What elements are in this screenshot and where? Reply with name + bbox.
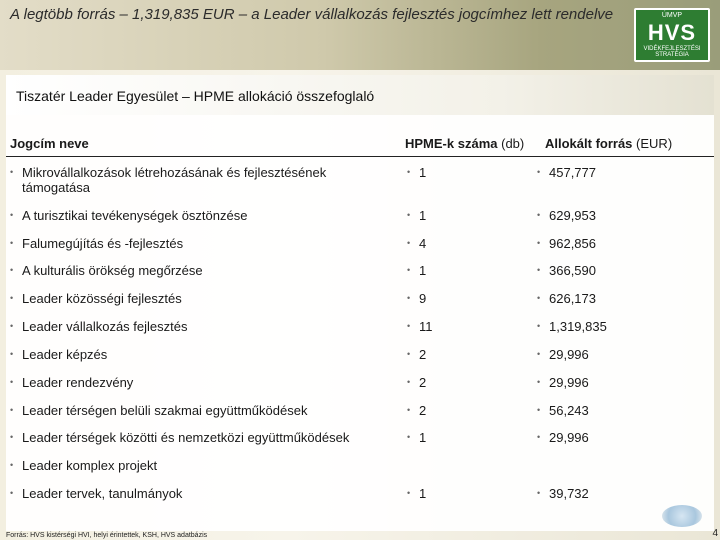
amount-cell: [537, 236, 596, 251]
bullet-icon: •: [10, 265, 14, 275]
name-text: A kulturális örökség megőrzése: [22, 263, 203, 278]
amount-cell: [537, 165, 596, 180]
bullet-icon: •: [407, 238, 411, 248]
column-header-name: [10, 136, 89, 151]
amount-text: 457,777: [549, 165, 596, 180]
bullet-icon: •: [407, 405, 411, 415]
bullet-icon: •: [10, 321, 14, 331]
bullet-icon: •: [10, 349, 14, 359]
bullet-icon: •: [537, 432, 541, 442]
content-panel: [6, 75, 714, 531]
slide-title: A legtöbb forrás – 1,319,835 EUR – a Leader vállalkozás fejlesztés jogcímhez lett rendelve: [10, 6, 614, 23]
bullet-icon: •: [537, 265, 541, 275]
amount-text: 366,590: [549, 263, 596, 278]
name-cell: [10, 236, 382, 251]
name-cell: [10, 208, 382, 223]
name-cell: [10, 486, 382, 501]
name-text: Leader térségen belüli szakmai együttműködések: [22, 403, 308, 418]
hvs-logo: [634, 8, 710, 62]
amount-cell: [537, 319, 607, 334]
name-text: Leader képzés: [22, 347, 108, 362]
count-cell: [407, 486, 426, 501]
bullet-icon: •: [10, 167, 14, 177]
count-text: 1: [419, 208, 427, 223]
count-text: 9: [419, 291, 427, 306]
amount-cell: [537, 347, 589, 362]
amount-cell: [537, 208, 596, 223]
header-divider: [6, 156, 714, 157]
amount-cell: [537, 486, 589, 501]
bullet-icon: •: [407, 349, 411, 359]
amount-text: 626,173: [549, 291, 596, 306]
column-header-count-label: HPME-k száma: [405, 136, 498, 151]
bullet-icon: •: [537, 377, 541, 387]
count-text: 1: [419, 165, 427, 180]
bullet-icon: •: [407, 293, 411, 303]
bullet-icon: •: [10, 488, 14, 498]
bullet-icon: •: [10, 405, 14, 415]
bullet-icon: •: [407, 210, 411, 220]
count-text: 2: [419, 403, 427, 418]
bullet-icon: •: [537, 321, 541, 331]
count-text: 11: [419, 319, 433, 334]
name-cell: [10, 430, 382, 445]
bullet-icon: •: [407, 265, 411, 275]
amount-text: 962,856: [549, 236, 596, 251]
name-cell: [10, 347, 382, 362]
amount-text: 29,996: [549, 375, 589, 390]
count-cell: [407, 403, 426, 418]
count-cell: [407, 165, 426, 180]
amount-text: 39,732: [549, 486, 589, 501]
column-header-alloc-label: Allokált forrás: [545, 136, 633, 151]
bullet-icon: •: [407, 377, 411, 387]
name-cell: [10, 263, 382, 278]
amount-cell: [537, 403, 589, 418]
count-cell: [407, 430, 426, 445]
leader-logo-icon: [662, 505, 702, 527]
count-text: 1: [419, 263, 427, 278]
amount-cell: [537, 291, 596, 306]
bullet-icon: •: [537, 210, 541, 220]
bullet-icon: •: [537, 488, 541, 498]
bullet-icon: •: [537, 349, 541, 359]
bullet-icon: •: [407, 167, 411, 177]
count-cell: [407, 319, 433, 334]
count-text: 4: [419, 236, 427, 251]
bullet-icon: •: [537, 405, 541, 415]
amount-cell: [537, 263, 596, 278]
bullet-icon: •: [407, 488, 411, 498]
bullet-icon: •: [10, 432, 14, 442]
name-cell: [10, 403, 382, 418]
column-header-alloc-unit: (EUR): [636, 136, 673, 151]
bullet-icon: •: [537, 167, 541, 177]
column-header-name-label: Jogcím neve: [10, 136, 89, 151]
amount-cell: [537, 375, 589, 390]
amount-text: 629,953: [549, 208, 596, 223]
subtitle: Tiszatér Leader Egyesület – HPME allokáció összefoglaló: [16, 88, 375, 104]
name-text: Leader térségek közötti és nemzetközi együttműködések: [22, 430, 350, 445]
name-text: Falumegújítás és -fejlesztés: [22, 236, 184, 251]
count-text: 2: [419, 347, 427, 362]
count-cell: [407, 291, 426, 306]
count-text: 1: [419, 486, 427, 501]
name-text: A turisztikai tevékenységek ösztönzése: [22, 208, 248, 223]
count-cell: [407, 208, 426, 223]
bullet-icon: •: [407, 432, 411, 442]
logo-bottom-text: VIDÉKFEJLESZTÉSI STRATÉGIA: [643, 46, 701, 58]
column-header-count-unit: (db): [501, 136, 525, 151]
count-cell: [407, 263, 426, 278]
name-text: Leader közösségi fejlesztés: [22, 291, 182, 306]
bullet-icon: •: [10, 238, 14, 248]
name-cell: [10, 375, 382, 390]
source-note: Forrás: HVS kistérségi HVI, helyi érintettek, KSH, HVS adatbázis: [6, 532, 208, 539]
count-text: 2: [419, 375, 427, 390]
subtitle-bar: [6, 75, 714, 115]
name-text: Mikrovállalkozások létrehozásának és fejlesztésének támogatása: [22, 165, 327, 195]
name-text: Leader komplex projekt: [22, 458, 158, 473]
bullet-icon: •: [407, 321, 411, 331]
logo-main-text: HVS: [647, 20, 697, 45]
name-cell: [10, 319, 382, 334]
column-header-count: [405, 136, 524, 151]
column-header-alloc: [545, 136, 672, 151]
bullet-icon: •: [10, 210, 14, 220]
name-cell: [10, 458, 382, 473]
name-cell: [10, 291, 382, 306]
header-banner: [0, 0, 720, 70]
name-text: Leader rendezvény: [22, 375, 134, 390]
bullet-icon: •: [10, 460, 14, 470]
amount-text: 29,996: [549, 430, 589, 445]
bullet-icon: •: [537, 293, 541, 303]
amount-cell: [537, 430, 589, 445]
name-text: Leader vállalkozás fejlesztés: [22, 319, 188, 334]
name-text: Leader tervek, tanulmányok: [22, 486, 183, 501]
amount-text: 1,319,835: [549, 319, 607, 334]
bullet-icon: •: [10, 293, 14, 303]
page-number: 4: [712, 528, 718, 539]
amount-text: 56,243: [549, 403, 589, 418]
logo-top-text: ÚMVP: [661, 12, 683, 19]
count-cell: [407, 236, 426, 251]
bullet-icon: •: [537, 238, 541, 248]
bullet-icon: •: [10, 377, 14, 387]
count-text: 1: [419, 430, 427, 445]
name-cell: [10, 165, 382, 195]
count-cell: [407, 347, 426, 362]
amount-text: 29,996: [549, 347, 589, 362]
count-cell: [407, 375, 426, 390]
